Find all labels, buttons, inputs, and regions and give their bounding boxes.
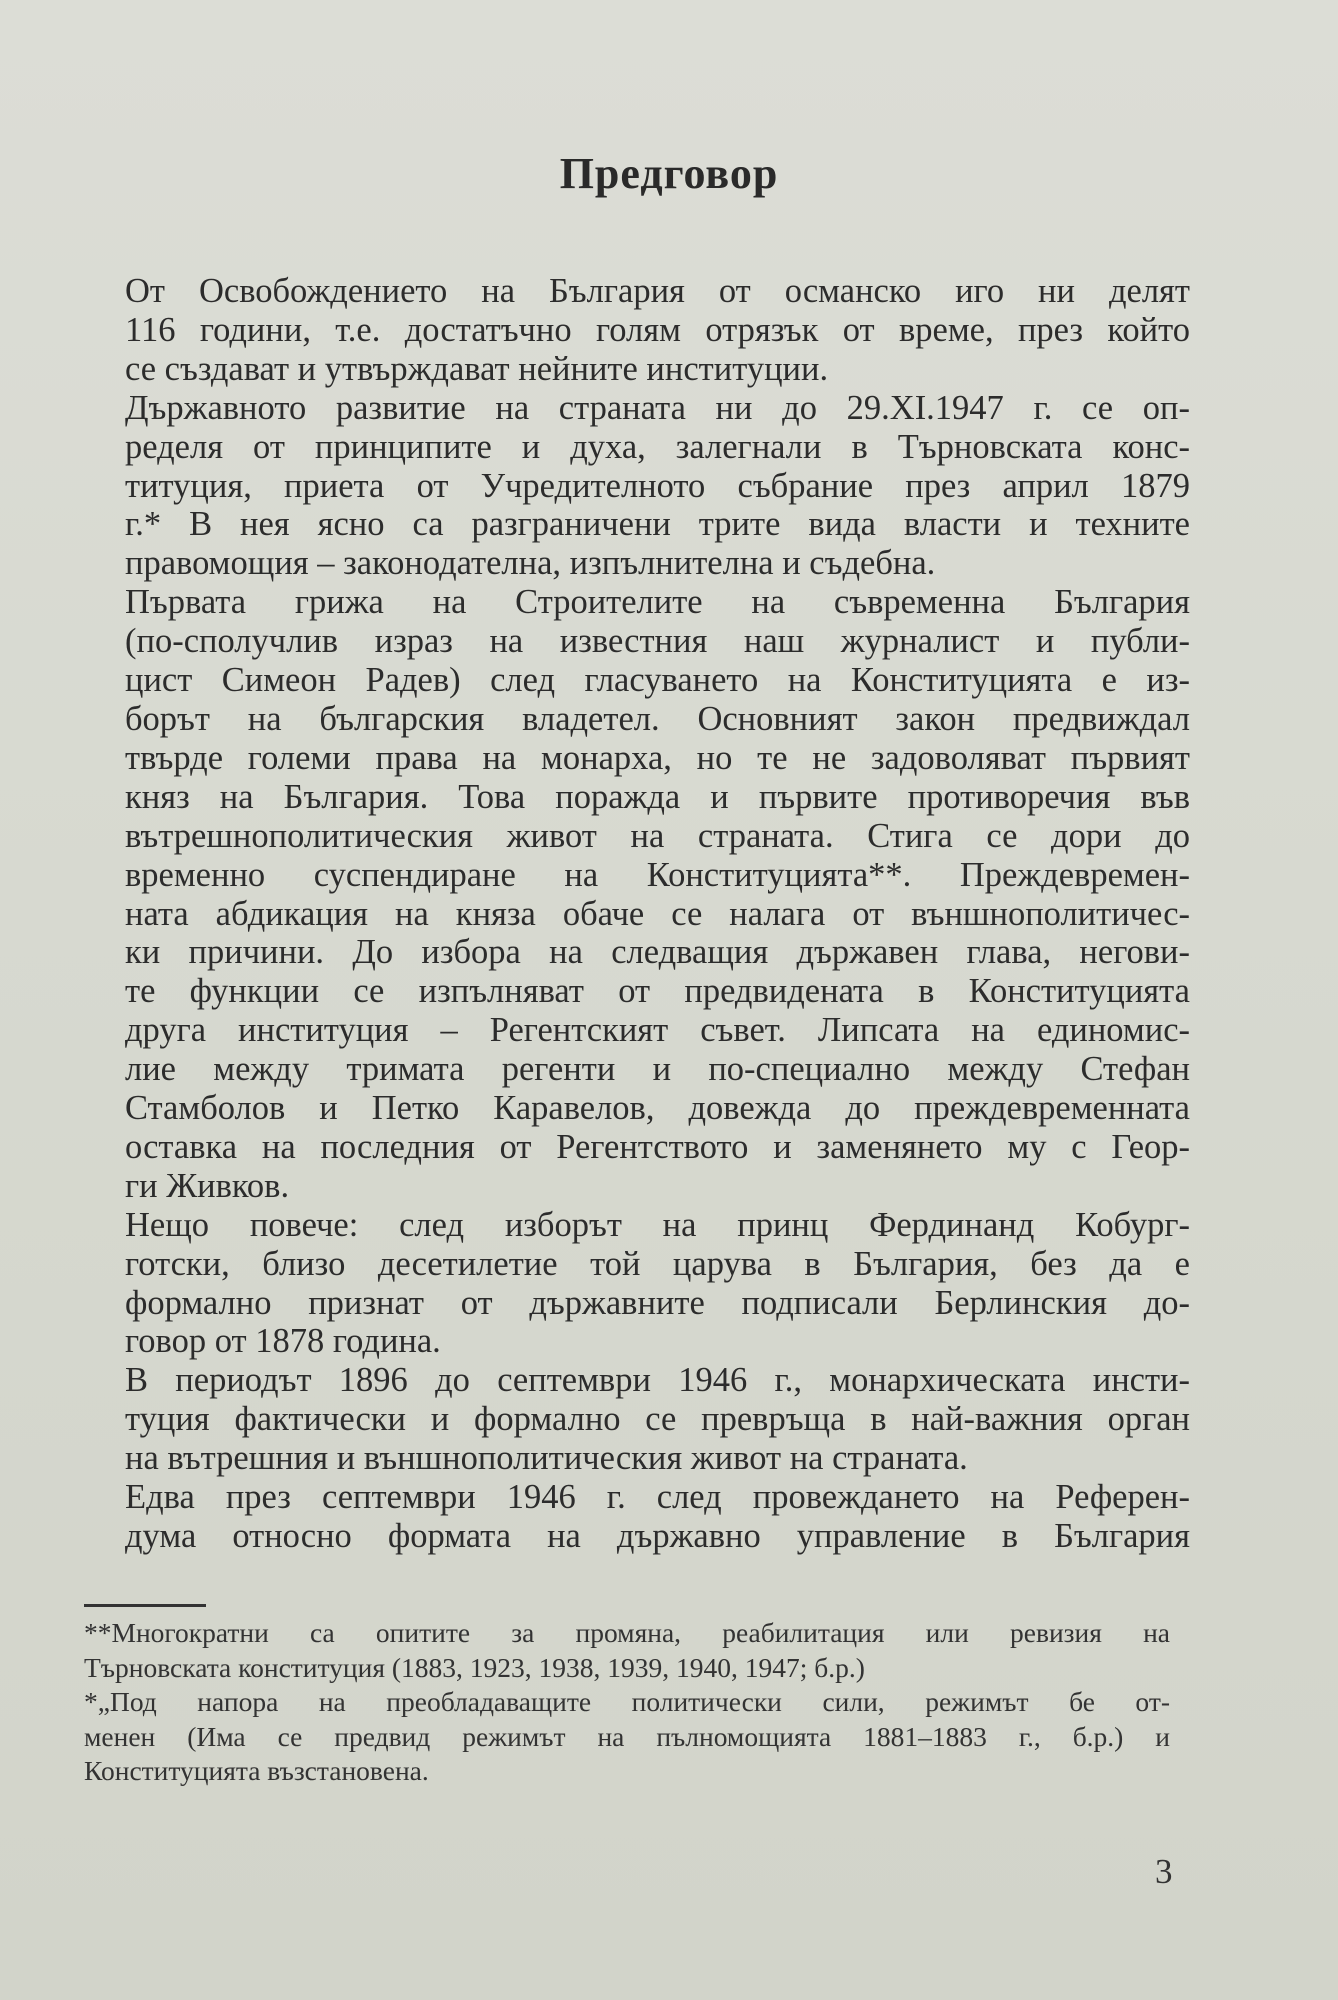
text-line: цист Симеон Радев) след гласуването на Конституцията е из-: [125, 661, 1190, 700]
text-line: готски, близо десетилетие той царува в България, без да е: [125, 1244, 1190, 1283]
text-line: Стамболов и Петко Каравелов, довежда до преждевременната: [125, 1089, 1190, 1128]
footnote-divider: [84, 1604, 206, 1607]
text-line: ределя от принципите и духа, залегнали в Търновската конс-: [125, 427, 1190, 466]
text-line: борът на българския владетел. Основният закон предвиждал: [125, 699, 1190, 738]
text-line: на вътрешния и външнополитическия живот на страната.: [125, 1439, 968, 1478]
footnotes: [84, 1616, 1170, 1789]
page-title: Предговор: [559, 149, 779, 198]
text-line: се създават и утвърждават нейните институции.: [125, 349, 829, 388]
text-line: г.* В нея ясно са разграничени трите вида власти и техните: [125, 505, 1190, 544]
text-line: формално признат от държавните подписали Берлинския до-: [125, 1283, 1190, 1322]
main-text: [78, 272, 1190, 1556]
text-line: вътрешнополитическия живот на страната. Стига се дори до: [125, 816, 1190, 855]
text-line: туция фактически и формално се превръща в най-важния орган: [125, 1400, 1190, 1439]
paragraph-3: [78, 583, 1190, 1206]
text-line: временно суспендиране на Конституцията**. Преждевремен-: [125, 855, 1190, 894]
page-number: 3: [1155, 1852, 1173, 1891]
text-line: дума относно формата на държавно управление в България: [125, 1517, 1190, 1555]
text-line: От Освобождението на България от османско иго ни делят: [125, 272, 1190, 310]
text-line: Едва през септември 1946 г. след провеждането на Референ-: [125, 1478, 1190, 1517]
footnote-line: Търновската конституция (1883, 1923, 1938, 1939, 1940, 1947; б.р.): [84, 1651, 865, 1683]
paragraph-1: [78, 272, 1190, 389]
text-line: Държавното развитие на страната ни до 29.XI.1947 г. се оп-: [125, 388, 1190, 427]
paragraph-5: [78, 1361, 1190, 1478]
text-line: ки причини. До избора на следващия държавен глава, негови-: [125, 933, 1190, 972]
paragraph-6: [78, 1478, 1190, 1556]
text-line: Нещо повече: след изборът на принц Фердинанд Кобург-: [125, 1205, 1190, 1244]
footnote-line: **Многократни са опитите за промяна, реабилитация или ревизия на: [84, 1617, 1170, 1648]
footnote-line: менен (Има се предвид режимът на пълномощията 1881–1883 г., б.р.) и: [84, 1720, 1170, 1752]
text-line: (по-сполучлив израз на известния наш журналист и публи-: [125, 622, 1190, 661]
text-line: те функции се изпълняват от предвидената в Конституцията: [125, 972, 1190, 1011]
footnote-2: [84, 1685, 1170, 1789]
footnote-line: *„Под напора на преобладаващите политически сили, режимът бе от-: [84, 1686, 1170, 1717]
text-line: 116 години, т.е. достатъчно голям отрязък от време, през който: [125, 310, 1190, 349]
text-line: титуция, приета от Учредителното събрание през април 1879: [125, 466, 1190, 505]
text-line: оставка на последния от Регентството и заменянето му с Геор-: [125, 1127, 1190, 1166]
paragraph-2: [78, 389, 1190, 584]
paragraph-4: [78, 1206, 1190, 1362]
footnote-line: Конституцията възстановена.: [84, 1755, 429, 1786]
text-line: правомощия – законодателна, изпълнителна и съдебна.: [125, 544, 936, 583]
text-line: говор от 1878 година.: [125, 1322, 441, 1361]
text-line: княз на България. Това поражда и първите противоречия във: [125, 777, 1190, 816]
text-line: друга институция – Регентският съвет. Липсата на единомис-: [125, 1011, 1190, 1050]
text-line: твърде големи права на монарха, но те не задоволяват първият: [125, 738, 1190, 777]
text-line: ги Живков.: [125, 1166, 290, 1205]
text-line: Първата грижа на Строителите на съвременна България: [125, 583, 1190, 622]
text-line: ната абдикация на княза обаче се налага от външнополитичес-: [125, 894, 1190, 933]
text-line: В периодът 1896 до септември 1946 г., монархическата инсти-: [125, 1361, 1190, 1400]
footnote-1: [84, 1616, 1170, 1685]
text-line: лие между тримата регенти и по-специално между Стефан: [125, 1050, 1190, 1089]
